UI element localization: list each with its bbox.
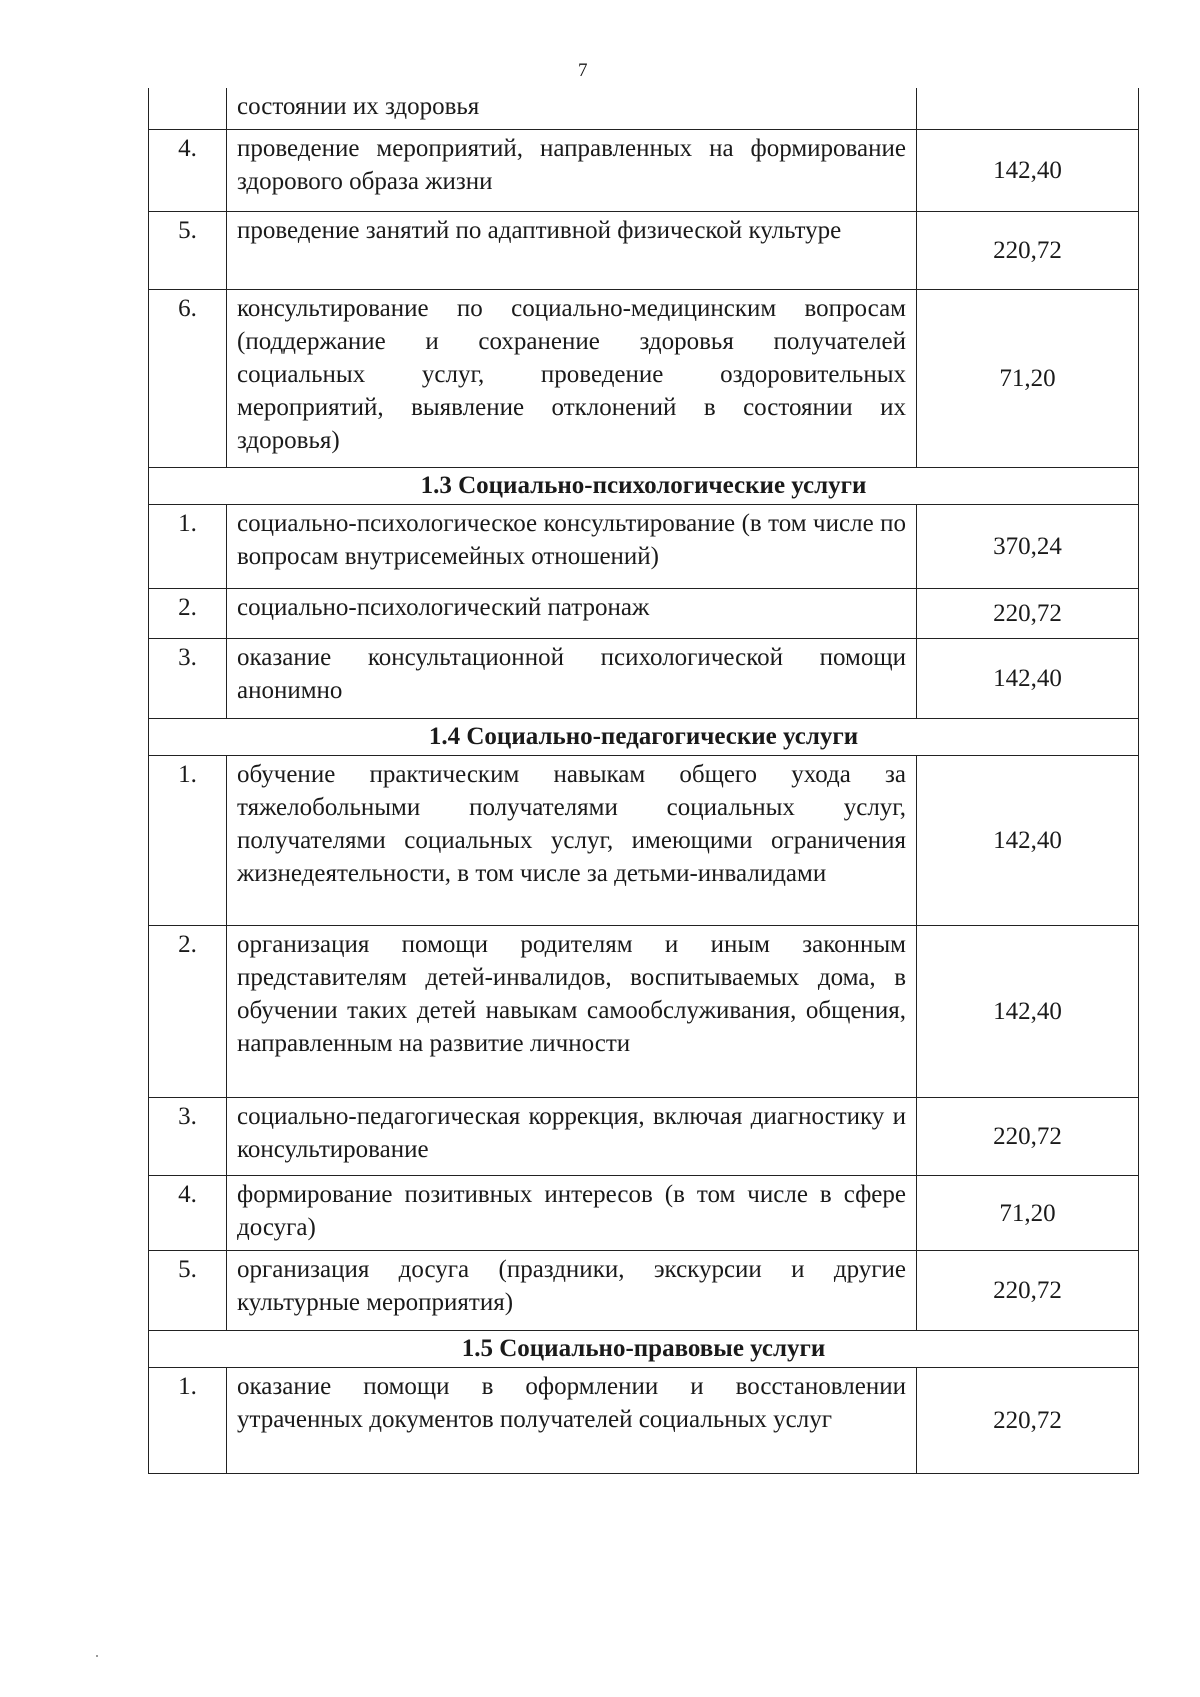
service-description: обучение практическим навыкам общего ухода за тяжелобольными получателями социальных услуг, получателями социальных услуг, имеющими ограничения жизнедеятельности, в том числе за детьми-инвалидами: [227, 756, 917, 926]
page-number: 7: [578, 60, 588, 81]
service-row: [149, 290, 1139, 468]
row-number: 2.: [149, 589, 227, 639]
services-price-table: [148, 88, 1139, 1474]
service-description: организация помощи родителям и иным законным представителям детей-инвалидов, воспитываемых дома, в обучении таких детей навыкам самообслуживания, общения, направленным на развитие личности: [227, 926, 917, 1098]
service-row: [149, 589, 1139, 639]
service-row: [149, 88, 1139, 130]
service-description: организация досуга (праздники, экскурсии и другие культурные мероприятия): [227, 1251, 917, 1331]
service-description: оказание помощи в оформлении и восстановлении утраченных документов получателей социальных услуг: [227, 1368, 917, 1474]
table-body: [149, 88, 1139, 1474]
row-number: 6.: [149, 290, 227, 468]
service-row: [149, 756, 1139, 926]
service-row: [149, 639, 1139, 719]
section-header-row: [149, 719, 1139, 756]
service-description: оказание консультационной психологической помощи анонимно: [227, 639, 917, 719]
service-price: 71,20: [917, 290, 1139, 468]
service-price: 220,72: [917, 1251, 1139, 1331]
service-price: 220,72: [917, 212, 1139, 290]
section-title: 1.3 Социально-психологические услуги: [149, 468, 1139, 505]
row-number: 4.: [149, 130, 227, 212]
service-row: [149, 1251, 1139, 1331]
service-price: 142,40: [917, 926, 1139, 1098]
row-number: 4.: [149, 1176, 227, 1251]
row-number: [149, 88, 227, 130]
section-header-row: [149, 468, 1139, 505]
row-number: 5.: [149, 212, 227, 290]
service-row: [149, 505, 1139, 589]
row-number: 1.: [149, 505, 227, 589]
row-number: 1.: [149, 756, 227, 926]
service-price: 142,40: [917, 130, 1139, 212]
service-price: 142,40: [917, 756, 1139, 926]
service-description: социально-психологическое консультирование (в том числе по вопросам внутрисемейных отношений): [227, 505, 917, 589]
service-price: 220,72: [917, 1368, 1139, 1474]
service-description: консультирование по социально-медицинским вопросам (поддержание и сохранение здоровья получателей социальных услуг, проведение оздоровительных мероприятий, выявление отклонений в состоянии их здоровья): [227, 290, 917, 468]
service-row: [149, 130, 1139, 212]
service-description: социально-педагогическая коррекция, включая диагностику и консультирование: [227, 1098, 917, 1176]
service-row: [149, 1098, 1139, 1176]
service-description: проведение мероприятий, направленных на формирование здорового образа жизни: [227, 130, 917, 212]
section-header-row: [149, 1331, 1139, 1368]
service-row: [149, 1176, 1139, 1251]
service-row: [149, 1368, 1139, 1474]
service-row: [149, 212, 1139, 290]
service-price: [917, 88, 1139, 130]
service-price: 71,20: [917, 1176, 1139, 1251]
row-number: 3.: [149, 1098, 227, 1176]
scan-speck: [96, 1655, 98, 1657]
row-number: 3.: [149, 639, 227, 719]
service-price: 220,72: [917, 589, 1139, 639]
service-price: 370,24: [917, 505, 1139, 589]
service-description: состоянии их здоровья: [227, 88, 917, 130]
section-title: 1.5 Социально-правовые услуги: [149, 1331, 1139, 1368]
service-price: 220,72: [917, 1098, 1139, 1176]
section-title: 1.4 Социально-педагогические услуги: [149, 719, 1139, 756]
service-description: социально-психологический патронаж: [227, 589, 917, 639]
row-number: 1.: [149, 1368, 227, 1474]
service-price: 142,40: [917, 639, 1139, 719]
row-number: 5.: [149, 1251, 227, 1331]
service-row: [149, 926, 1139, 1098]
service-description: формирование позитивных интересов (в том числе в сфере досуга): [227, 1176, 917, 1251]
row-number: 2.: [149, 926, 227, 1098]
service-description: проведение занятий по адаптивной физической культуре: [227, 212, 917, 290]
